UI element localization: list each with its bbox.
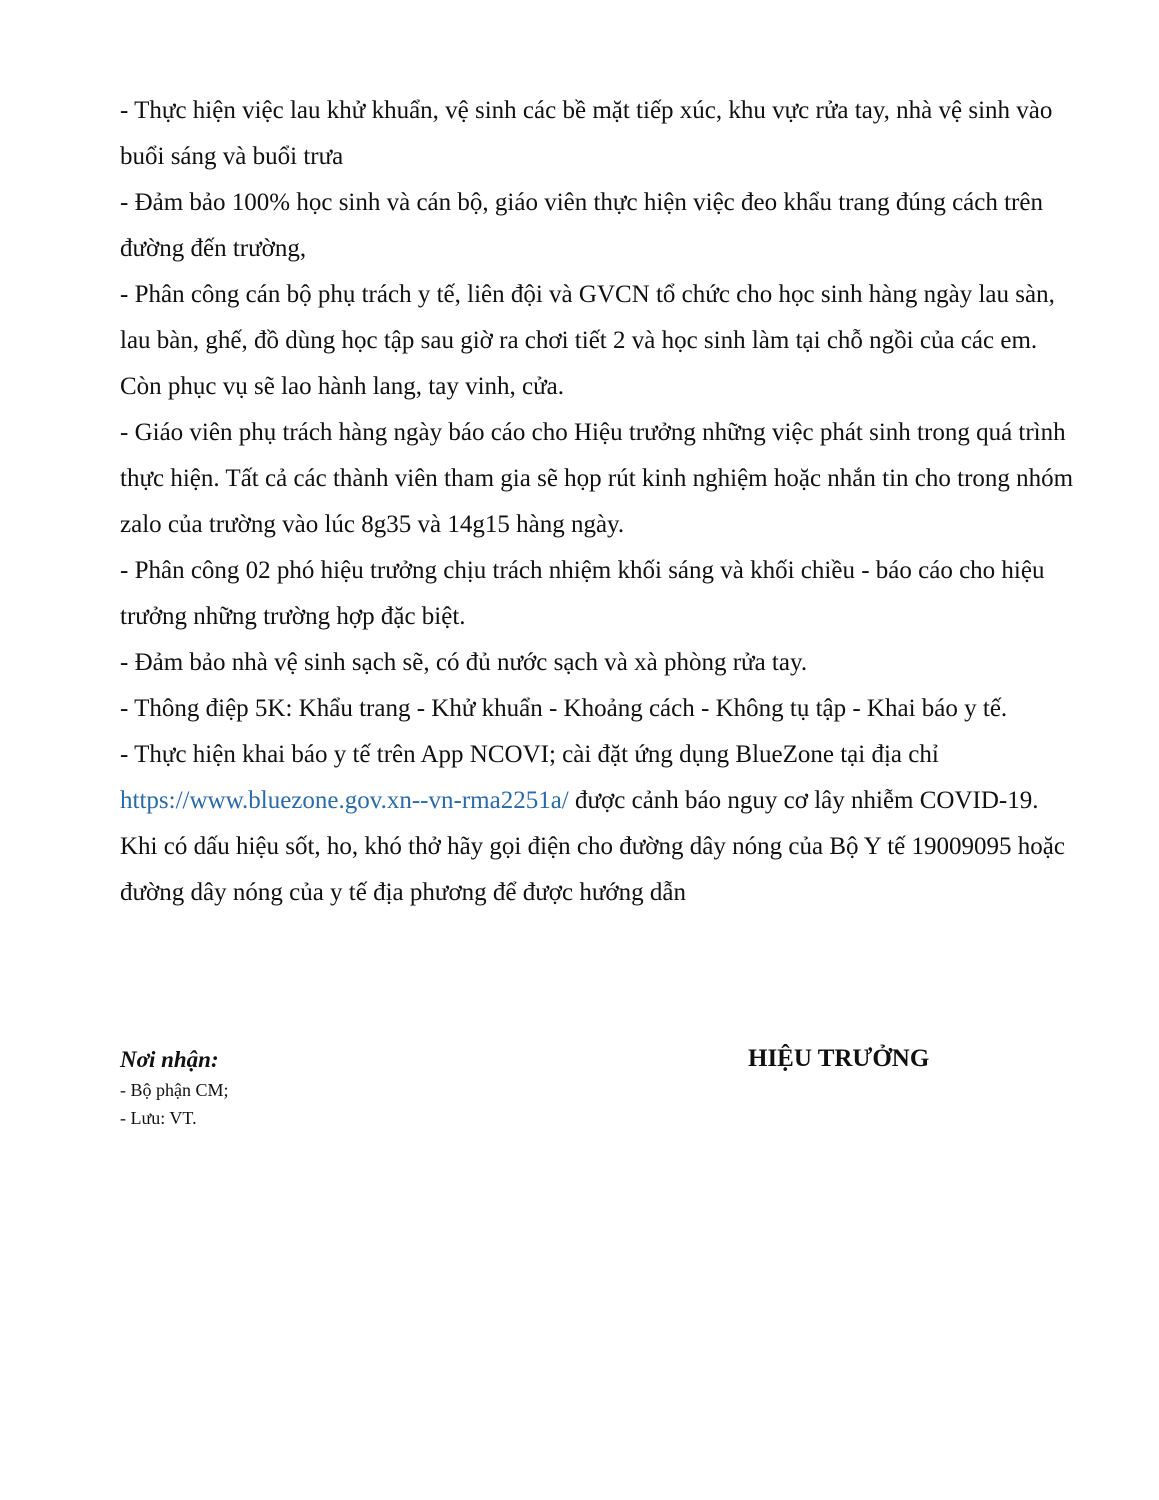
item-health-declaration — [120, 732, 1080, 916]
item-disinfection: - Thực hiện việc lau khử khuẩn, vệ sinh các bề mặt tiếp xúc, khu vực rửa tay, nhà vệ sinh vào buổi sáng và buổi trưa — [120, 97, 1053, 170]
recipients-block — [120, 1044, 540, 1132]
recipient-item: - Lưu: VT. — [120, 1108, 197, 1128]
health-declaration-text-after: được cảnh báo nguy cơ lây nhiễm COVID-19. Khi có dấu hiệu sốt, ho, khó thở hãy gọi điện cho đường dây nóng của Bộ Y tế 19009095 hoặc đường dây nóng của y tế địa phương để được hướng dẫn — [120, 787, 1065, 906]
item-face-masks: - Đảm bảo 100% học sinh và cán bộ, giáo viên thực hiện việc đeo khẩu trang đúng cách trên đường đến trường, — [120, 189, 1043, 262]
document-body — [120, 88, 1080, 916]
signature-title: HIỆU TRƯỞNG — [748, 1045, 930, 1072]
health-declaration-text-before: - Thực hiện khai báo y tế trên App NCOVI; cài đặt ứng dụng BlueZone tại địa chỉ — [120, 741, 939, 768]
item-5k-message: - Thông điệp 5K: Khẩu trang - Khử khuẩn - Khoảng cách - Không tụ tập - Khai báo y tế. — [120, 695, 1008, 722]
item-daily-reporting: - Giáo viên phụ trách hàng ngày báo cáo cho Hiệu trưởng những việc phát sinh trong quá trình thực hiện. Tất cả các thành viên tham gia sẽ họp rút kinh nghiệm hoặc nhắn tin cho trong nhóm zalo của trường vào lúc 8g35 và 14g15 hàng ngày. — [120, 419, 1074, 538]
bluezone-link[interactable]: https://www.bluezone.gov.xn--vn-rma2251a/ — [120, 787, 569, 814]
item-cleaning-duty: - Phân công cán bộ phụ trách y tế, liên đội và GVCN tổ chức cho học sinh hàng ngày lau sàn, lau bàn, ghế, đồ dùng học tập sau giờ ra chơi tiết 2 và học sinh làm tại chỗ ngồi của các em. Còn phục vụ sẽ lao hành lang, tay vinh, cửa. — [120, 281, 1055, 400]
item-deputy-principals: - Phân công 02 phó hiệu trưởng chịu trách nhiệm khối sáng và khối chiều - báo cáo cho hiệu trưởng những trường hợp đặc biệt. — [120, 557, 1045, 630]
item-toilets: - Đảm bảo nhà vệ sinh sạch sẽ, có đủ nước sạch và xà phòng rửa tay. — [120, 649, 808, 676]
recipients-heading: Nơi nhận: — [120, 1047, 219, 1072]
recipient-item: - Bộ phận CM; — [120, 1080, 229, 1100]
